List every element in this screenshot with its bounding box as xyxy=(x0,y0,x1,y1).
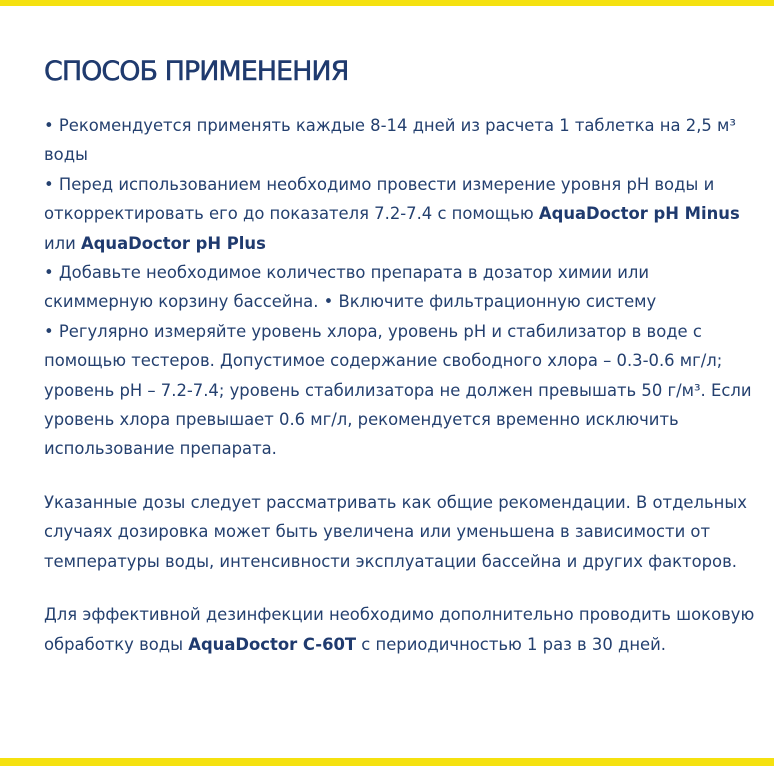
instruction-item-ph-check xyxy=(44,170,760,258)
instruction-item-dosage: • Рекомендуется применять каждые 8-14 дней из расчета 1 таблетка на 2,5 м³ воды xyxy=(44,116,736,165)
page-title: СПОСОБ ПРИМЕНЕНИЯ xyxy=(44,56,349,87)
instruction-text: • Перед использованием необходимо провести измерение уровня pH воды и откорректировать его до показателя 7.2-7.4 с помощью xyxy=(44,174,715,224)
product-name-ph-plus: AquaDoctor pH Plus xyxy=(81,233,266,253)
product-name-c60t: AquaDoctor C-60T xyxy=(188,634,357,654)
product-name-ph-minus: AquaDoctor pH Minus xyxy=(538,204,740,224)
usage-instructions xyxy=(44,111,760,659)
bottom-accent-stripe xyxy=(0,758,774,766)
dosage-note-paragraph: Указанные дозы следует рассматривать как общие рекомендации. В отдельных случаях дозировка может быть увеличена или уменьшена в зависимости от температуры воды, интенсивности эксплуатации бассейна и других факторов. xyxy=(44,492,747,571)
shock-text: Для эффективной дезинфекции необходимо дополнительно проводить шоковую обработку воды xyxy=(44,605,755,654)
instruction-text: или xyxy=(44,233,81,253)
shock-text: с периодичностью 1 раз в 30 дней. xyxy=(356,634,666,654)
instruction-item-add-product: • Добавьте необходимое количество препарата в дозатор химии или скиммерную корзину бассейна. • Включите фильтрационную систему xyxy=(44,263,657,312)
instruction-item-monitoring: • Регулярно измеряйте уровень хлора, уровень pH и стабилизатор в воде с помощью тестеров. Допустимое содержание свободного хлора – 0.3-0.6 мг/л; уровень pH – 7.2-7.4; уровень стабилизатора не должен превышать 50 г/м³. Если уровень хлора превышает 0.6 мг/л, рекомендуется временно исключить использование препарата. xyxy=(44,321,752,459)
top-accent-stripe xyxy=(0,0,774,6)
shock-treatment-paragraph xyxy=(44,600,760,659)
